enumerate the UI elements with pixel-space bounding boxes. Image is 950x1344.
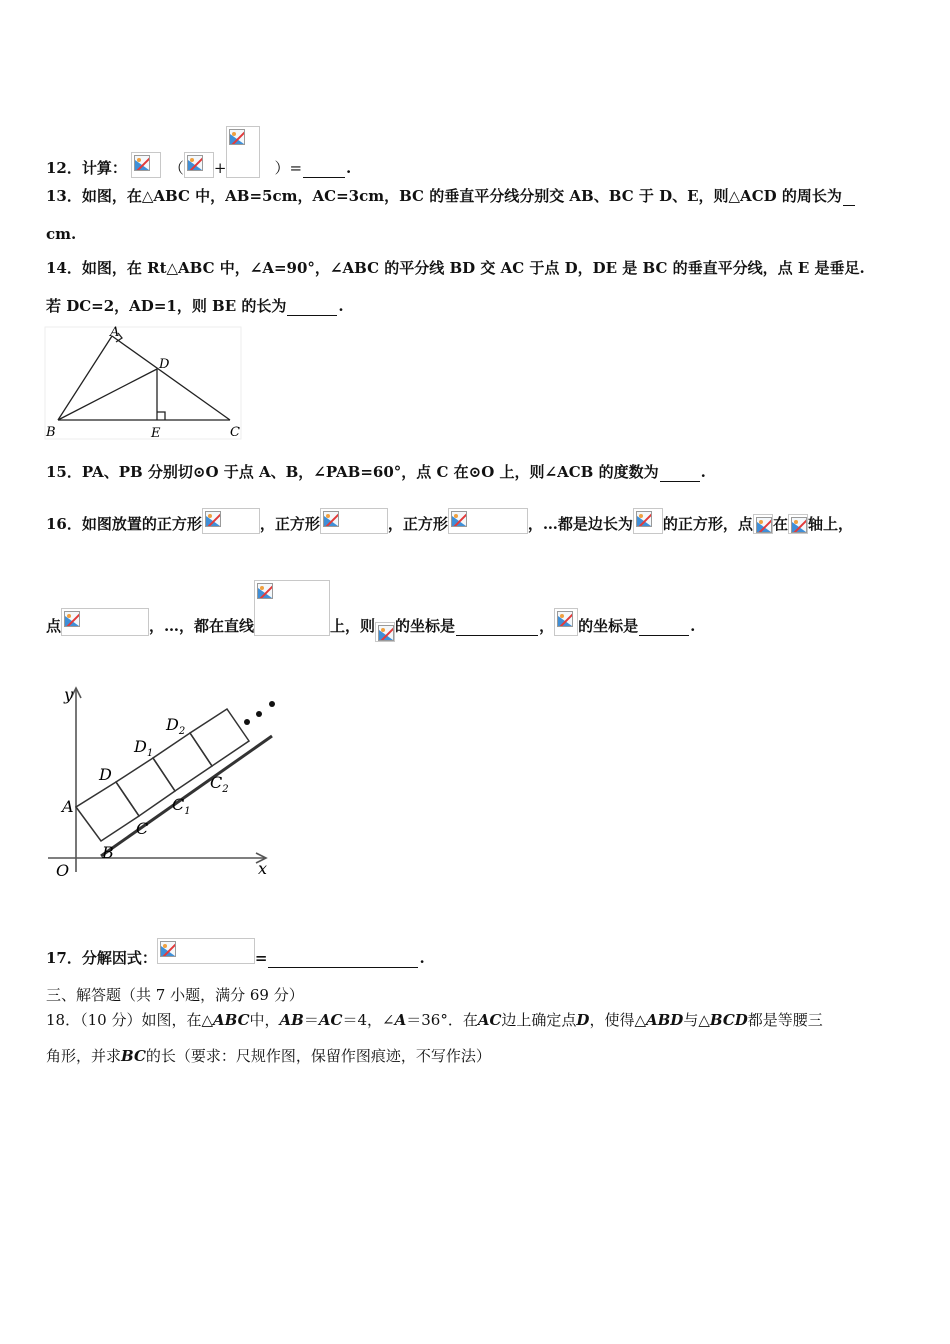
q13-line1 (46, 186, 856, 206)
q16-seg3: ，正方形 (387, 515, 448, 533)
label-c: C (136, 819, 149, 838)
label-c1: $C_1$ (172, 795, 191, 817)
q15-line (46, 462, 706, 482)
q12-close: ）= (274, 159, 303, 177)
q14-line1 (46, 258, 865, 278)
q18-text: ＝4，∠ (342, 1011, 395, 1029)
q18-ac: AC (477, 1011, 502, 1029)
q12-plus: + (213, 159, 227, 177)
label-d: D (99, 765, 112, 784)
q16-seg2: ，正方形 (259, 515, 320, 533)
q18-a: A (394, 1011, 407, 1029)
q15-text: 15．PA、PB 分别切⊙O 于点 A、B，∠PAB=60°，点 C 在⊙O 上，则∠ACB 的度数为 (46, 463, 659, 481)
square-3 (153, 733, 212, 791)
q18-ab: AB (279, 1011, 304, 1029)
image-placeholder-icon (254, 580, 330, 636)
image-placeholder-icon (320, 508, 388, 534)
image-placeholder-icon (157, 938, 255, 964)
q16-seg12: ， (539, 617, 555, 635)
q18-abd: ABD (645, 1011, 684, 1029)
label-d1: $D_1$ (134, 737, 154, 759)
label-b: B (102, 843, 114, 862)
label-o: O (56, 861, 70, 880)
section3-title: 三、解答题（共 7 小题，满分 69 分） (46, 986, 304, 1004)
q18-text: 中， (249, 1011, 280, 1029)
q16-seg14: . (690, 617, 696, 635)
section-title (46, 985, 304, 1005)
q16-seg13: 的坐标是 (578, 617, 639, 635)
label-c: C (230, 425, 240, 440)
q16-seg4: ，…都是边长为 (527, 515, 633, 533)
answer-blank (303, 163, 345, 178)
image-placeholder-icon (554, 608, 578, 636)
q16-seg10: 上，则 (330, 617, 376, 635)
image-placeholder-icon (202, 508, 260, 534)
image-placeholder-icon (633, 508, 663, 534)
q18-abc: ABC (212, 1011, 250, 1029)
image-placeholder-icon (61, 608, 149, 636)
q18-bc: BC (121, 1047, 146, 1065)
q12-number: 12．计算： (46, 159, 127, 177)
square-2 (116, 758, 175, 816)
q18-text: 边上确定点 (501, 1011, 577, 1029)
q18-d: D (576, 1011, 590, 1029)
answer-blank (660, 467, 700, 482)
segment-ab (58, 336, 112, 420)
q18-text: 都是等腰三 (747, 1011, 823, 1029)
q16-seg5: 的正方形，点 (662, 515, 753, 533)
dot (244, 719, 250, 725)
image-placeholder-icon (753, 514, 773, 534)
square-abcd (76, 782, 139, 841)
q16-line2 (46, 580, 695, 636)
answer-blank (639, 621, 689, 636)
q18-text: 18．（10 分）如图，在△ (46, 1011, 213, 1029)
q14-text: 14．如图，在 Rt△ABC 中，∠A=90°，∠ABC 的平分线 BD 交 AC 于点 D，DE 是 BC 的垂直平分线，点 E 是垂足. (46, 259, 865, 277)
answer-blank (843, 191, 855, 206)
q17-eq: = (254, 949, 268, 967)
answer-blank (268, 953, 418, 968)
q18-text: 角形，并求 (46, 1047, 122, 1065)
q18-line1 (46, 1010, 823, 1030)
label-a: A (62, 797, 74, 816)
q14-text2: 若 DC=2，AD=1，则 BE 的长为 (46, 297, 287, 315)
label-c2: $C_2$ (210, 773, 229, 795)
q18-text: ＝36°．在 (406, 1011, 478, 1029)
q14-end: . (338, 297, 344, 315)
answer-blank (287, 301, 337, 316)
label-e: E (151, 426, 161, 441)
q17-end: . (419, 949, 425, 967)
q16-line1 (46, 508, 853, 534)
q18-bcd: BCD (709, 1011, 748, 1029)
q15-end: . (700, 463, 706, 481)
q18-text: ＝ (303, 1011, 319, 1029)
q12-open-paren: （ (168, 159, 184, 177)
label-d2: $D_2$ (166, 715, 186, 737)
segment-bd (58, 369, 157, 420)
label-b: B (46, 425, 56, 440)
q16-squares-figure (44, 680, 284, 880)
q13-line2 (46, 224, 76, 244)
q18-ac: AC (318, 1011, 343, 1029)
q18-line2 (46, 1046, 491, 1066)
q16-seg8: 点 (46, 617, 62, 635)
q16-seg11: 的坐标是 (395, 617, 456, 635)
image-placeholder-icon (226, 126, 260, 178)
q12-line (46, 126, 351, 178)
q18-text: 与△ (683, 1011, 710, 1029)
dot (256, 711, 262, 717)
image-placeholder-icon (131, 152, 161, 178)
answer-blank (456, 621, 538, 636)
q12-end: . (346, 159, 352, 177)
q18-text: 的长（要求：尺规作图，保留作图痕迹，不写作法） (145, 1047, 491, 1065)
q17-text: 17．分解因式： (46, 949, 157, 967)
q16-seg6: 在 (772, 515, 788, 533)
q16-seg1: 16．如图放置的正方形 (46, 515, 202, 533)
q16-seg9: ，…，都在直线 (149, 617, 255, 635)
image-placeholder-icon (375, 622, 395, 642)
q17-line (46, 938, 425, 968)
q14-triangle-figure (44, 326, 244, 442)
dot (269, 701, 275, 707)
segment-ac (112, 336, 230, 420)
image-placeholder-icon (448, 508, 528, 534)
q14-line2 (46, 296, 344, 316)
q13-text: 13．如图，在△ABC 中，AB=5cm，AC=3cm，BC 的垂直平分线分别交 AB、BC 于 D、E，则△ACD 的周长为 (46, 187, 842, 205)
q13-unit: cm. (46, 225, 77, 243)
label-d: D (159, 357, 170, 372)
image-placeholder-icon (788, 514, 808, 534)
label-y: y (64, 685, 74, 704)
image-placeholder-icon (184, 152, 214, 178)
right-angle-e (157, 412, 165, 420)
label-x: x (258, 859, 268, 878)
q16-seg7: 轴上， (807, 515, 853, 533)
line-through-squares (101, 736, 272, 856)
q18-text: ，使得△ (589, 1011, 646, 1029)
label-a: A (110, 326, 120, 340)
